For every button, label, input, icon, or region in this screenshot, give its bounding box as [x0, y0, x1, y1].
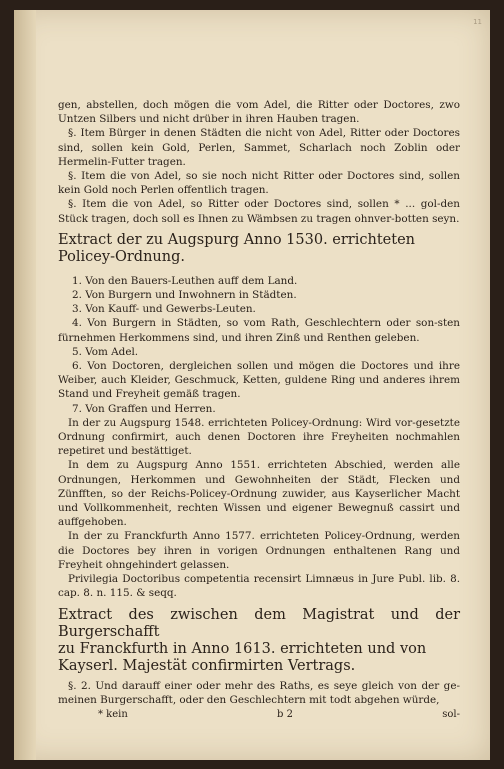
section-heading: Kayserl. Majestät confirmirten Vertrags. [58, 657, 356, 674]
page-text [58, 98, 460, 722]
paragraph: Privilegia Doctoribus competentia recensirt Limnæus in Jure Publ. lib. 8. cap. 8. n. 115. & seqq. [58, 573, 460, 600]
list-item: 7. Von Graffen und Herren. [72, 402, 216, 415]
ordinance-list [58, 274, 460, 416]
list-item: 5. Vom Adel. [72, 345, 139, 358]
document-page [14, 10, 490, 760]
list-item: 4. Von Burgern in Städten, so vom Rath, Geschlechtern oder son-sten fürnehmen Herkommens sind, und ihren Zinß und Renthen geleben. [58, 317, 460, 344]
signature-mark: b 2 [277, 708, 293, 720]
paragraph: §. 2. Und darauff einer oder mehr des Raths, es seye gleich von der ge-meinen Burgerschafft, oder den Geschlechtern mit todt abgehen würde, [58, 679, 460, 706]
list-item: 6. Von Doctoren, dergleichen sollen und mögen die Doctores und ihre Weiber, auch Kleider, Geschmuck, Ketten, guldene Ring und anderes ihrem Stand und Freyheit gemäß tragen. [58, 360, 460, 401]
paragraph: §. Item die von Adel, so Ritter oder Doctores sind, sollen * ... gol-den Stück tragen, doch soll es Ihnen zu Wämbsen zu tragen ohnver-botten seyn. [58, 198, 460, 225]
section-heading: Extract der zu Augspurg Anno 1530. errichteten [58, 231, 415, 248]
paragraph: §. Item die von Adel, so sie noch nicht Ritter oder Doctores sind, sollen kein Gold noch Perlen offentlich tragen. [58, 170, 460, 197]
book-spine-shadow [14, 10, 36, 760]
list-item: 1. Von den Bauers-Leuthen auff dem Land. [72, 274, 298, 287]
section-heading: Extract des zwischen dem Magistrat und der Burgerschafft [58, 606, 460, 640]
list-item: 3. Von Kauff- und Gewerbs-Leuten. [72, 303, 256, 316]
paragraph: In der zu Franckfurth Anno 1577. errichteten Policey-Ordnung, werden die Doctores bey ihren in vorigen Ordnungen enthaltenen Rang und Freyheit ohngehindert gelassen. [58, 530, 460, 571]
section-heading: zu Franckfurth in Anno 1613. errichteten und von [58, 640, 427, 657]
list-item: 2. Von Burgern und Inwohnern in Städten. [72, 289, 297, 302]
catchword-left: * kein [98, 708, 128, 720]
paragraph: In der zu Augspurg 1548. errichteten Policey-Ordnung: Wird vor-gesetzte Ordnung confirmirt, auch denen Doctoren ihre Freyheiten nochmahlen repetiret und bestättiget. [58, 416, 460, 458]
paragraph: gen, abstellen, doch mögen die vom Adel, die Ritter oder Doctores, zwo Untzen Silbers und nicht drüber in ihren Hauben tragen. [58, 99, 460, 126]
paragraph: §. Item Bürger in denen Städten die nicht von Adel, Ritter oder Doctores sind, sollen kein Gold, Perlen, Sammet, Scharlach noch Zoblin oder Hermelin-Futter tragen. [58, 127, 460, 168]
page-footer [58, 708, 460, 722]
catchword-right: sol- [442, 708, 460, 720]
folio-number: 11 [473, 18, 482, 26]
section-heading: Policey-Ordnung. [58, 248, 185, 265]
paragraph: In dem zu Augspurg Anno 1551. errichteten Abschied, werden alle Ordnungen, Herkommen und Gewohnheiten der Städt, Flecken und Zünfften, so der Reichs-Policey-Ordnung zuwider, aus Kayserlicher Macht und Vollkommenheit, rechten Wissen und eigener Bewegnuß cassirt und auffgehoben. [58, 459, 460, 529]
